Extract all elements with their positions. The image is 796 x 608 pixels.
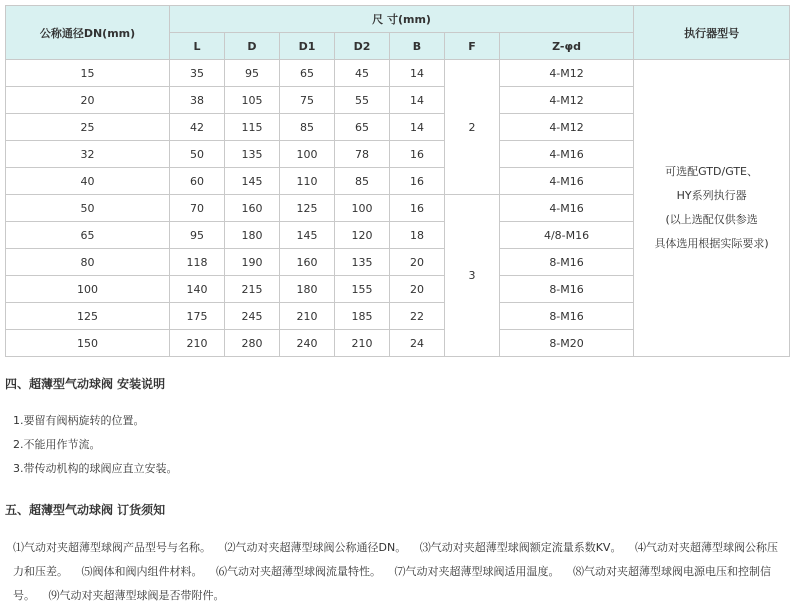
col-header-f: F bbox=[445, 33, 500, 60]
cell-l: 118 bbox=[170, 249, 225, 276]
cell-d1: 125 bbox=[280, 195, 335, 222]
cell-dn: 32 bbox=[6, 141, 170, 168]
actuator-note bbox=[634, 60, 790, 357]
cell-d2: 45 bbox=[335, 60, 390, 87]
cell-d: 95 bbox=[225, 60, 280, 87]
cell-dn: 65 bbox=[6, 222, 170, 249]
cell-d: 280 bbox=[225, 330, 280, 357]
cell-d: 245 bbox=[225, 303, 280, 330]
cell-d1: 85 bbox=[280, 114, 335, 141]
cell-f-group-2: 3 bbox=[445, 195, 500, 357]
cell-d2: 78 bbox=[335, 141, 390, 168]
cell-l: 35 bbox=[170, 60, 225, 87]
cell-l: 95 bbox=[170, 222, 225, 249]
dimension-header: 尺 寸(mm) bbox=[170, 6, 634, 33]
cell-z: 8-M16 bbox=[500, 249, 634, 276]
cell-d2: 155 bbox=[335, 276, 390, 303]
cell-l: 50 bbox=[170, 141, 225, 168]
cell-l: 210 bbox=[170, 330, 225, 357]
cell-b: 14 bbox=[390, 114, 445, 141]
cell-d1: 75 bbox=[280, 87, 335, 114]
cell-b: 24 bbox=[390, 330, 445, 357]
cell-d: 135 bbox=[225, 141, 280, 168]
col-header-z: Z-φd bbox=[500, 33, 634, 60]
col-header-d: D bbox=[225, 33, 280, 60]
cell-b: 20 bbox=[390, 276, 445, 303]
list-item: 1.要留有阀柄旋转的位置。 bbox=[13, 414, 145, 427]
dimension-table bbox=[5, 5, 790, 357]
cell-z: 4-M12 bbox=[500, 60, 634, 87]
actuator-note-line: 具体选用根据实际要求) bbox=[654, 237, 769, 250]
cell-dn: 50 bbox=[6, 195, 170, 222]
cell-z: 4/8-M16 bbox=[500, 222, 634, 249]
table-row bbox=[6, 60, 790, 87]
list-item: 3.带传动机构的球阀应直立安装。 bbox=[13, 462, 178, 475]
cell-z: 8-M20 bbox=[500, 330, 634, 357]
cell-b: 22 bbox=[390, 303, 445, 330]
order-item: ⑶气动对夹超薄型球阀额定流量系数KV。 bbox=[419, 541, 622, 554]
cell-dn: 80 bbox=[6, 249, 170, 276]
cell-dn: 25 bbox=[6, 114, 170, 141]
cell-d2: 185 bbox=[335, 303, 390, 330]
install-list bbox=[13, 409, 178, 481]
col-header-l: L bbox=[170, 33, 225, 60]
order-paragraph bbox=[13, 536, 783, 608]
cell-d2: 135 bbox=[335, 249, 390, 276]
cell-d: 160 bbox=[225, 195, 280, 222]
cell-d2: 210 bbox=[335, 330, 390, 357]
cell-d: 180 bbox=[225, 222, 280, 249]
col-header-d2: D2 bbox=[335, 33, 390, 60]
cell-d1: 180 bbox=[280, 276, 335, 303]
cell-d: 145 bbox=[225, 168, 280, 195]
cell-dn: 100 bbox=[6, 276, 170, 303]
cell-d1: 100 bbox=[280, 141, 335, 168]
cell-d1: 210 bbox=[280, 303, 335, 330]
cell-l: 140 bbox=[170, 276, 225, 303]
dn-header: 公称通径DN(mm) bbox=[6, 6, 170, 60]
cell-d1: 160 bbox=[280, 249, 335, 276]
order-item: ⑺气动对夹超薄型球阀适用温度。 bbox=[394, 565, 560, 578]
order-item: ⑹气动对夹超薄型球阀流量特性。 bbox=[216, 565, 381, 578]
cell-z: 4-M16 bbox=[500, 141, 634, 168]
cell-d2: 120 bbox=[335, 222, 390, 249]
cell-l: 70 bbox=[170, 195, 225, 222]
order-section-title: 五、超薄型气动球阀 订货须知 bbox=[5, 503, 166, 517]
cell-b: 20 bbox=[390, 249, 445, 276]
order-item: ⑸阀体和阀内组件材料。 bbox=[81, 565, 203, 578]
cell-d: 105 bbox=[225, 87, 280, 114]
cell-dn: 15 bbox=[6, 60, 170, 87]
actuator-header: 执行器型号 bbox=[634, 6, 790, 60]
order-item: ⑵气动对夹超薄型球阀公称通径DN。 bbox=[224, 541, 407, 554]
cell-d: 190 bbox=[225, 249, 280, 276]
actuator-note-line: 可选配GTD/GTE、 bbox=[665, 165, 759, 178]
cell-b: 16 bbox=[390, 141, 445, 168]
col-header-b: B bbox=[390, 33, 445, 60]
cell-b: 16 bbox=[390, 168, 445, 195]
cell-z: 8-M16 bbox=[500, 276, 634, 303]
cell-z: 8-M16 bbox=[500, 303, 634, 330]
cell-l: 175 bbox=[170, 303, 225, 330]
cell-d1: 110 bbox=[280, 168, 335, 195]
order-item: ⑴气动对夹超薄型球阀产品型号与名称。 bbox=[13, 541, 211, 554]
cell-d2: 100 bbox=[335, 195, 390, 222]
cell-f-group-1: 2 bbox=[445, 60, 500, 195]
cell-l: 60 bbox=[170, 168, 225, 195]
cell-z: 4-M12 bbox=[500, 87, 634, 114]
cell-z: 4-M16 bbox=[500, 168, 634, 195]
cell-z: 4-M16 bbox=[500, 195, 634, 222]
cell-d: 215 bbox=[225, 276, 280, 303]
order-item: ⑼气动对夹超薄型球阀是否带附件。 bbox=[48, 589, 225, 602]
cell-dn: 125 bbox=[6, 303, 170, 330]
cell-dn: 40 bbox=[6, 168, 170, 195]
cell-d1: 240 bbox=[280, 330, 335, 357]
cell-d1: 65 bbox=[280, 60, 335, 87]
cell-d2: 65 bbox=[335, 114, 390, 141]
cell-b: 14 bbox=[390, 60, 445, 87]
cell-d: 115 bbox=[225, 114, 280, 141]
cell-dn: 150 bbox=[6, 330, 170, 357]
install-section-title: 四、超薄型气动球阀 安装说明 bbox=[5, 377, 166, 391]
cell-d2: 55 bbox=[335, 87, 390, 114]
list-item: 2.不能用作节流。 bbox=[13, 438, 101, 451]
actuator-note-line: (以上选配仅供参选 bbox=[665, 213, 758, 226]
cell-b: 18 bbox=[390, 222, 445, 249]
cell-dn: 20 bbox=[6, 87, 170, 114]
cell-z: 4-M12 bbox=[500, 114, 634, 141]
cell-d1: 145 bbox=[280, 222, 335, 249]
cell-d2: 85 bbox=[335, 168, 390, 195]
cell-b: 14 bbox=[390, 87, 445, 114]
col-header-d1: D1 bbox=[280, 33, 335, 60]
order-item: ⑷气动对夹超薄型球阀公称压力和压差。 bbox=[13, 541, 778, 578]
order-item: ⑻气动对夹超薄型球阀电源电压和控制信号。 bbox=[13, 565, 771, 602]
cell-l: 38 bbox=[170, 87, 225, 114]
cell-l: 42 bbox=[170, 114, 225, 141]
actuator-note-line: HY系列执行器 bbox=[676, 189, 747, 202]
cell-b: 16 bbox=[390, 195, 445, 222]
